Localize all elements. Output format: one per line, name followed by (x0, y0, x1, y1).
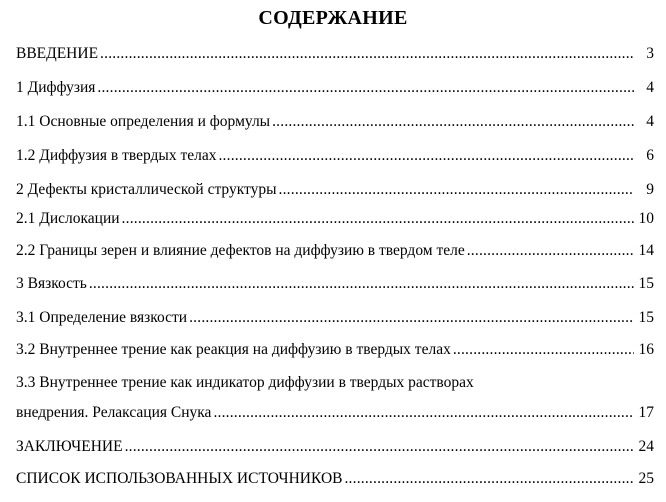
toc-dot-leader (467, 239, 634, 263)
toc-dot-leader (100, 42, 634, 66)
toc-entry-conclusion (16, 435, 654, 459)
toc-dot-leader (272, 110, 634, 134)
toc-page-number: 4 (646, 79, 654, 96)
toc-entry-text: внедрения. Релаксация Снука (16, 404, 212, 421)
toc-entry-2 (16, 178, 654, 202)
toc-entry-3-2 (16, 338, 654, 362)
toc-dot-leader (97, 76, 634, 100)
toc-dot-leader (122, 207, 634, 231)
toc-entry-2-1 (16, 207, 654, 231)
toc-entry-text: 3.2 Внутреннее трение как реакция на диффузию в твердых телах (16, 341, 451, 358)
toc-entry-text: 1 Диффузия (16, 79, 96, 96)
toc-dot-leader (344, 467, 634, 491)
toc-dot-leader (125, 435, 634, 459)
toc-entry-text: 3.1 Определение вязкости (16, 309, 188, 326)
toc-page-number: 3 (646, 45, 654, 62)
toc-entry-1-2 (16, 144, 654, 168)
toc-dot-leader (213, 401, 634, 425)
toc-entry-3-3-line1 (16, 371, 654, 395)
toc-page-number: 17 (638, 404, 654, 421)
toc-page-number: 10 (638, 210, 654, 227)
toc-entry-1 (16, 76, 654, 100)
toc-entry-1-1 (16, 110, 654, 134)
toc-dot-leader (279, 178, 634, 202)
toc-entry-text: 2 Дефекты кристаллической структуры (16, 181, 277, 198)
toc-page-number: 24 (638, 438, 654, 455)
toc-entry-3 (16, 272, 654, 296)
toc-entry-text: 1.1 Основные определения и формулы (16, 113, 271, 130)
toc-entry-3-3 (16, 401, 654, 425)
toc-entry-text: 2.2 Границы зерен и влияние дефектов на диффузию в твердом теле (16, 242, 465, 259)
toc-entry-text: 1.2 Диффузия в твердых телах (16, 147, 217, 164)
toc-entry-text: 3.3 Внутреннее трение как индикатор диффузии в твердых растворах (16, 374, 474, 391)
toc-entry-2-2 (16, 239, 654, 263)
toc-page-number: 4 (646, 113, 654, 130)
toc-entry-introduction (16, 42, 654, 66)
toc-entry-text: ВВЕДЕНИЕ (16, 45, 99, 62)
toc-entry-text: 3 Вязкость (16, 275, 87, 292)
toc-dot-leader (453, 338, 634, 362)
toc-entry-3-1 (16, 306, 654, 330)
toc-entry-text: СПИСОК ИСПОЛЬЗОВАННЫХ ИСТОЧНИКОВ (16, 470, 343, 487)
toc-page-number: 25 (638, 470, 654, 487)
toc-page-number: 16 (638, 341, 654, 358)
toc-entry-text: 2.1 Дислокации (16, 210, 120, 227)
toc-page-number: 9 (646, 181, 654, 198)
toc-entry-text: ЗАКЛЮЧЕНИЕ (16, 438, 123, 455)
toc-page-number: 6 (646, 147, 654, 164)
toc-dot-leader (189, 306, 634, 330)
toc-page-number: 15 (638, 275, 654, 292)
page-title: СОДЕРЖАНИЕ (258, 7, 408, 29)
toc-page-number: 15 (638, 309, 654, 326)
toc-dot-leader (218, 144, 634, 168)
toc-entry-references (16, 467, 654, 491)
toc-dot-leader (89, 272, 634, 296)
toc-page-number: 14 (638, 242, 654, 259)
